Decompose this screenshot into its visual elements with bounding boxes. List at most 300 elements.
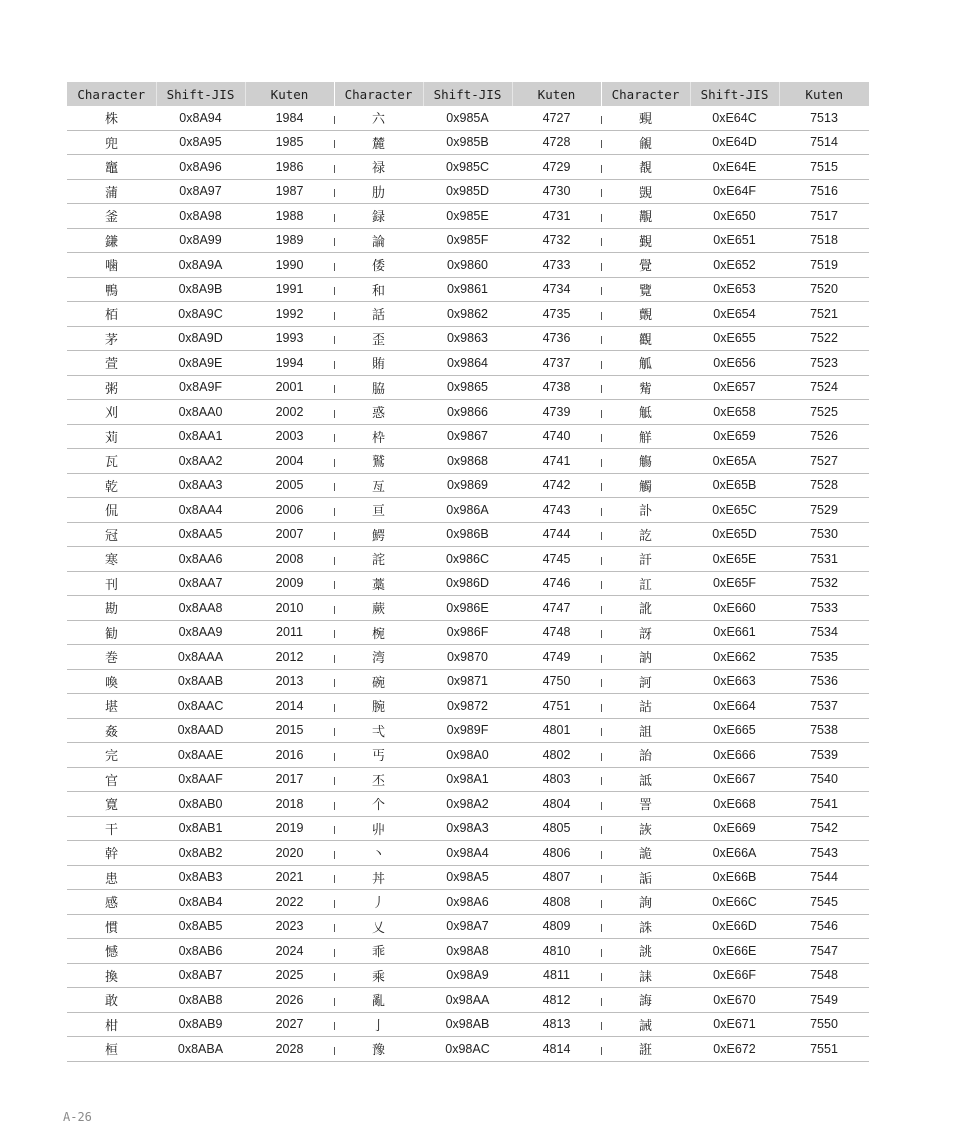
- cell-text: 0x98A3: [446, 821, 489, 836]
- shift-jis-cell: [156, 743, 245, 768]
- cell-text: 4810: [542, 943, 571, 958]
- cell-text: 0xE655: [713, 331, 756, 346]
- character-cell: [601, 718, 690, 743]
- cell-text: 寛: [104, 798, 118, 814]
- character-cell: [601, 792, 690, 817]
- shift-jis-cell: [156, 645, 245, 670]
- cell-text: 倭: [371, 259, 385, 275]
- character-cell: [334, 351, 423, 376]
- cell-text: 冠: [104, 528, 118, 544]
- cell-text: 丼: [371, 871, 385, 887]
- kuten-cell: [779, 375, 869, 400]
- kuten-cell: [512, 253, 601, 278]
- character-cell: [67, 204, 156, 229]
- character-cell: [334, 253, 423, 278]
- cell-text: 1988: [275, 208, 304, 223]
- shift-jis-cell: [690, 326, 779, 351]
- shift-jis-cell: [156, 718, 245, 743]
- cell-text: 2020: [275, 845, 304, 860]
- character-cell: [334, 204, 423, 229]
- character-cell: [601, 155, 690, 180]
- character-cell: [601, 939, 690, 964]
- shift-jis-cell: [156, 596, 245, 621]
- character-cell: [67, 841, 156, 866]
- kuten-cell: [779, 792, 869, 817]
- cell-text: 勧: [104, 626, 118, 642]
- shift-jis-cell: [156, 694, 245, 719]
- cell-text: 覺: [638, 259, 652, 275]
- shift-jis-cell: [690, 277, 779, 302]
- column-separator-mark: [334, 900, 335, 908]
- cell-text: 株: [104, 112, 118, 128]
- kuten-cell: [245, 106, 334, 130]
- cell-text: 詼: [638, 822, 652, 838]
- character-cell: [334, 449, 423, 474]
- cell-text: 0x9866: [446, 404, 488, 419]
- kuten-cell: [779, 743, 869, 768]
- cell-text: 詬: [638, 871, 652, 887]
- column-separator-mark: [601, 875, 602, 883]
- cell-text: 7543: [810, 845, 838, 860]
- cell-text: 0xE663: [713, 674, 756, 689]
- shift-jis-cell: [690, 473, 779, 498]
- cell-text: 4734: [542, 282, 571, 297]
- column-header: Shift-JIS: [423, 82, 512, 106]
- character-cell: [334, 155, 423, 180]
- cell-text: 0xE667: [713, 772, 756, 787]
- column-separator-mark: [601, 508, 602, 516]
- cell-text: 0x9864: [446, 355, 488, 370]
- character-cell: [67, 547, 156, 572]
- cell-text: 椀: [371, 626, 385, 642]
- kuten-cell: [245, 816, 334, 841]
- kuten-cell: [512, 375, 601, 400]
- shift-jis-cell: [423, 302, 512, 327]
- character-cell: [601, 890, 690, 915]
- shift-jis-cell: [423, 106, 512, 130]
- table-row: [67, 767, 869, 792]
- cell-text: 4813: [542, 1017, 571, 1032]
- shift-jis-cell: [156, 253, 245, 278]
- shift-jis-cell: [423, 498, 512, 523]
- column-separator-mark: [334, 704, 335, 712]
- cell-text: 0x9860: [446, 257, 488, 272]
- cell-text: 歪: [371, 332, 385, 348]
- column-separator-mark: [601, 949, 602, 957]
- kuten-cell: [779, 400, 869, 425]
- table-row: [67, 155, 869, 180]
- cell-text: 4727: [542, 110, 571, 125]
- cell-text: 0x8A99: [179, 233, 222, 248]
- kuten-cell: [779, 106, 869, 130]
- character-cell: [601, 963, 690, 988]
- column-separator-mark: [334, 606, 335, 614]
- kuten-cell: [512, 694, 601, 719]
- kuten-cell: [512, 1012, 601, 1037]
- shift-jis-cell: [156, 400, 245, 425]
- table-row: [67, 522, 869, 547]
- cell-text: 官: [104, 773, 118, 789]
- column-separator-mark: [334, 581, 335, 589]
- column-header: Character: [67, 82, 156, 106]
- cell-text: 0xE65B: [712, 478, 757, 493]
- cell-text: 誅: [638, 920, 652, 936]
- shift-jis-cell: [156, 498, 245, 523]
- kuten-cell: [245, 865, 334, 890]
- shift-jis-cell: [423, 571, 512, 596]
- shift-jis-cell: [690, 302, 779, 327]
- character-cell: [601, 375, 690, 400]
- kuten-cell: [512, 571, 601, 596]
- cell-text: 0x8ABA: [177, 1041, 224, 1056]
- column-separator-mark: [334, 630, 335, 638]
- character-cell: [334, 106, 423, 130]
- character-cell: [334, 914, 423, 939]
- shift-jis-cell: [423, 914, 512, 939]
- shift-jis-cell: [690, 424, 779, 449]
- cell-text: 寒: [104, 553, 118, 569]
- cell-text: 1984: [275, 110, 304, 125]
- cell-text: 0xE64F: [712, 184, 757, 199]
- cell-text: 0x8AAA: [177, 649, 224, 664]
- kuten-cell: [245, 522, 334, 547]
- cell-text: 7534: [810, 625, 838, 640]
- shift-jis-cell: [156, 351, 245, 376]
- shift-jis-cell: [423, 743, 512, 768]
- table-row: [67, 694, 869, 719]
- cell-text: 7538: [810, 723, 838, 738]
- column-separator-mark: [601, 557, 602, 565]
- character-cell: [334, 767, 423, 792]
- table-row: [67, 890, 869, 915]
- cell-text: 1991: [275, 282, 304, 297]
- cell-text: 4808: [542, 894, 571, 909]
- cell-text: 7548: [810, 968, 838, 983]
- table-row: [67, 326, 869, 351]
- cell-text: 覲: [638, 234, 652, 250]
- cell-text: 0x98A6: [446, 894, 489, 909]
- shift-jis-cell: [423, 424, 512, 449]
- kuten-cell: [512, 743, 601, 768]
- kuten-cell: [779, 351, 869, 376]
- column-separator-mark: [334, 924, 335, 932]
- kuten-cell: [245, 473, 334, 498]
- kuten-cell: [779, 694, 869, 719]
- shift-jis-cell: [156, 890, 245, 915]
- table-row: [67, 841, 869, 866]
- kuten-cell: [512, 988, 601, 1013]
- character-cell: [601, 253, 690, 278]
- cell-text: 0x8AB6: [178, 943, 223, 958]
- shift-jis-cell: [690, 375, 779, 400]
- shift-jis-cell: [423, 939, 512, 964]
- column-separator-mark: [334, 434, 335, 442]
- character-cell: [601, 547, 690, 572]
- shift-jis-cell: [423, 473, 512, 498]
- cell-text: 噛: [104, 259, 118, 275]
- cell-text: 4747: [542, 600, 571, 615]
- cell-text: 論: [371, 234, 385, 250]
- kuten-cell: [512, 645, 601, 670]
- cell-text: 鎌: [104, 234, 118, 250]
- cell-text: 0xE659: [713, 429, 756, 444]
- cell-text: 弌: [371, 724, 385, 740]
- kuten-cell: [779, 1012, 869, 1037]
- cell-text: 柑: [104, 1018, 118, 1034]
- character-cell: [67, 1037, 156, 1062]
- cell-text: 覿: [638, 308, 652, 324]
- shift-jis-cell: [690, 890, 779, 915]
- cell-text: 湾: [371, 651, 385, 667]
- kuten-cell: [245, 179, 334, 204]
- cell-text: 覽: [638, 283, 652, 299]
- character-cell: [67, 473, 156, 498]
- cell-text: 0x986D: [445, 576, 490, 591]
- cell-text: 0x985D: [445, 184, 490, 199]
- cell-text: 詭: [638, 847, 652, 863]
- kuten-cell: [245, 963, 334, 988]
- column-separator-mark: [601, 532, 602, 540]
- cell-text: 姦: [104, 724, 118, 740]
- cell-text: 0x8AB1: [178, 821, 223, 836]
- cell-text: 0xE664: [713, 698, 756, 713]
- shift-jis-cell: [156, 1012, 245, 1037]
- column-header: Kuten: [779, 82, 869, 106]
- character-cell: [67, 302, 156, 327]
- character-cell: [334, 571, 423, 596]
- shift-jis-cell: [690, 718, 779, 743]
- column-separator-mark: [601, 238, 602, 246]
- character-cell: [601, 620, 690, 645]
- cell-text: 4805: [542, 821, 571, 836]
- cell-text: 0x9867: [446, 429, 488, 444]
- kuten-cell: [512, 865, 601, 890]
- table-row: [67, 620, 869, 645]
- kuten-cell: [245, 351, 334, 376]
- column-separator-mark: [601, 410, 602, 418]
- cell-text: 0x9871: [446, 674, 488, 689]
- cell-text: 0x98A2: [446, 796, 489, 811]
- shift-jis-cell: [690, 816, 779, 841]
- cell-text: 0xE64C: [712, 110, 757, 125]
- cell-text: 7519: [810, 257, 838, 272]
- table-row: [67, 669, 869, 694]
- character-cell: [67, 694, 156, 719]
- page-number: A-26: [63, 1110, 92, 1124]
- kuten-cell: [245, 130, 334, 155]
- character-cell: [601, 1037, 690, 1062]
- shift-jis-cell: [423, 449, 512, 474]
- cell-text: 2017: [275, 772, 304, 787]
- shift-jis-cell: [690, 939, 779, 964]
- cell-text: 覯: [638, 210, 652, 226]
- kuten-cell: [245, 277, 334, 302]
- cell-text: 0x8AA5: [178, 527, 223, 542]
- cell-text: 0x8AA6: [178, 551, 223, 566]
- cell-text: 7541: [810, 796, 838, 811]
- table-row: [67, 914, 869, 939]
- column-separator-mark: [334, 851, 335, 859]
- column-separator-mark: [334, 826, 335, 834]
- cell-text: 2019: [275, 821, 304, 836]
- column-separator-mark: [601, 140, 602, 148]
- cell-text: 苅: [104, 430, 118, 446]
- cell-text: 0x8AB0: [178, 796, 223, 811]
- kuten-cell: [779, 547, 869, 572]
- shift-jis-cell: [690, 669, 779, 694]
- character-cell: [67, 1012, 156, 1037]
- cell-text: 4802: [542, 747, 571, 762]
- cell-text: 7551: [810, 1041, 838, 1056]
- character-cell: [334, 1012, 423, 1037]
- cell-text: 4811: [543, 968, 570, 983]
- cell-text: 2010: [275, 600, 304, 615]
- column-separator-mark: [334, 165, 335, 173]
- cell-text: 0x986C: [445, 551, 490, 566]
- character-cell: [67, 645, 156, 670]
- cell-text: 0xE66F: [712, 968, 757, 983]
- cell-text: 7532: [810, 576, 838, 591]
- cell-text: 0x8AAE: [177, 747, 224, 762]
- shift-jis-cell: [423, 865, 512, 890]
- shift-jis-cell: [690, 449, 779, 474]
- column-header: Shift-JIS: [156, 82, 245, 106]
- shift-jis-cell: [423, 988, 512, 1013]
- cell-text: 誄: [638, 969, 652, 985]
- cell-text: 0xE66E: [712, 943, 757, 958]
- cell-text: 0x985B: [446, 135, 489, 150]
- cell-text: 0x9869: [446, 478, 488, 493]
- kuten-cell: [245, 204, 334, 229]
- kuten-cell: [512, 669, 601, 694]
- character-cell: [67, 228, 156, 253]
- character-cell: [601, 351, 690, 376]
- character-cell: [67, 424, 156, 449]
- cell-text: 7539: [810, 747, 838, 762]
- character-cell: [334, 963, 423, 988]
- table-row: [67, 865, 869, 890]
- cell-text: 0x8AA3: [178, 478, 223, 493]
- column-separator-mark: [601, 459, 602, 467]
- kuten-cell: [245, 890, 334, 915]
- character-cell: [334, 302, 423, 327]
- cell-text: 0xE65D: [712, 527, 757, 542]
- character-cell: [601, 228, 690, 253]
- character-cell: [67, 522, 156, 547]
- kuten-cell: [245, 988, 334, 1013]
- shift-jis-cell: [423, 204, 512, 229]
- cell-text: 兜: [104, 136, 118, 152]
- cell-text: 4743: [542, 502, 571, 517]
- cell-text: 4741: [542, 453, 571, 468]
- kuten-cell: [779, 302, 869, 327]
- cell-text: 2012: [275, 649, 304, 664]
- cell-text: 4742: [542, 478, 571, 493]
- cell-text: 0x985C: [445, 159, 490, 174]
- cell-text: 誨: [638, 994, 652, 1010]
- cell-text: 0xE64D: [712, 135, 757, 150]
- cell-text: 4806: [542, 845, 571, 860]
- character-cell: [601, 130, 690, 155]
- character-cell: [334, 498, 423, 523]
- table-row: [67, 596, 869, 621]
- table-header-row: [67, 82, 869, 106]
- column-separator-mark: [334, 140, 335, 148]
- column-separator-mark: [334, 312, 335, 320]
- cell-text: 2007: [275, 527, 304, 542]
- cell-text: 0x8A9F: [178, 380, 223, 395]
- cell-text: 2025: [275, 968, 304, 983]
- character-cell: [334, 522, 423, 547]
- column-separator-mark: [601, 998, 602, 1006]
- cell-text: 0xE658: [713, 404, 756, 419]
- cell-text: 4807: [542, 870, 571, 885]
- table-row: [67, 302, 869, 327]
- shift-jis-cell: [690, 400, 779, 425]
- column-separator-mark: [334, 214, 335, 222]
- kuten-cell: [512, 106, 601, 130]
- cell-text: 4745: [542, 551, 571, 566]
- cell-text: 4744: [542, 527, 571, 542]
- character-cell: [601, 841, 690, 866]
- kuten-cell: [245, 841, 334, 866]
- cell-text: 0x985A: [446, 110, 489, 125]
- shift-jis-cell: [156, 375, 245, 400]
- cell-text: 丱: [371, 822, 385, 838]
- column-header: Kuten: [245, 82, 334, 106]
- shift-jis-cell: [423, 767, 512, 792]
- kuten-cell: [245, 694, 334, 719]
- shift-jis-cell: [156, 547, 245, 572]
- cell-text: 訐: [638, 553, 652, 569]
- cell-text: 0x98A5: [446, 870, 489, 885]
- column-header: Character: [601, 82, 690, 106]
- cell-text: 7518: [810, 233, 838, 248]
- kuten-cell: [779, 1037, 869, 1062]
- character-cell: [601, 302, 690, 327]
- kuten-cell: [512, 228, 601, 253]
- cell-text: 4731: [542, 208, 571, 223]
- cell-text: 4750: [542, 674, 571, 689]
- table-row: [67, 963, 869, 988]
- character-cell: [67, 718, 156, 743]
- cell-text: 4801: [542, 723, 571, 738]
- column-separator-mark: [601, 214, 602, 222]
- character-cell: [67, 351, 156, 376]
- cell-text: 7523: [810, 355, 838, 370]
- kuten-cell: [512, 326, 601, 351]
- character-cell: [601, 914, 690, 939]
- column-header: Character: [334, 82, 423, 106]
- cell-text: 訌: [638, 577, 652, 593]
- shift-jis-cell: [690, 694, 779, 719]
- column-separator-mark: [334, 459, 335, 467]
- cell-text: 釜: [104, 210, 118, 226]
- table-row: [67, 204, 869, 229]
- kuten-cell: [512, 351, 601, 376]
- cell-text: 1987: [275, 184, 304, 199]
- cell-text: 7529: [810, 502, 838, 517]
- cell-text: 0x8A9E: [178, 355, 223, 370]
- cell-text: 0xE65E: [712, 551, 757, 566]
- shift-jis-cell: [690, 914, 779, 939]
- character-cell: [67, 669, 156, 694]
- shift-jis-cell: [156, 302, 245, 327]
- kuten-cell: [779, 277, 869, 302]
- cell-text: 2015: [275, 723, 304, 738]
- kuten-cell: [779, 939, 869, 964]
- cell-text: 誡: [638, 1018, 652, 1034]
